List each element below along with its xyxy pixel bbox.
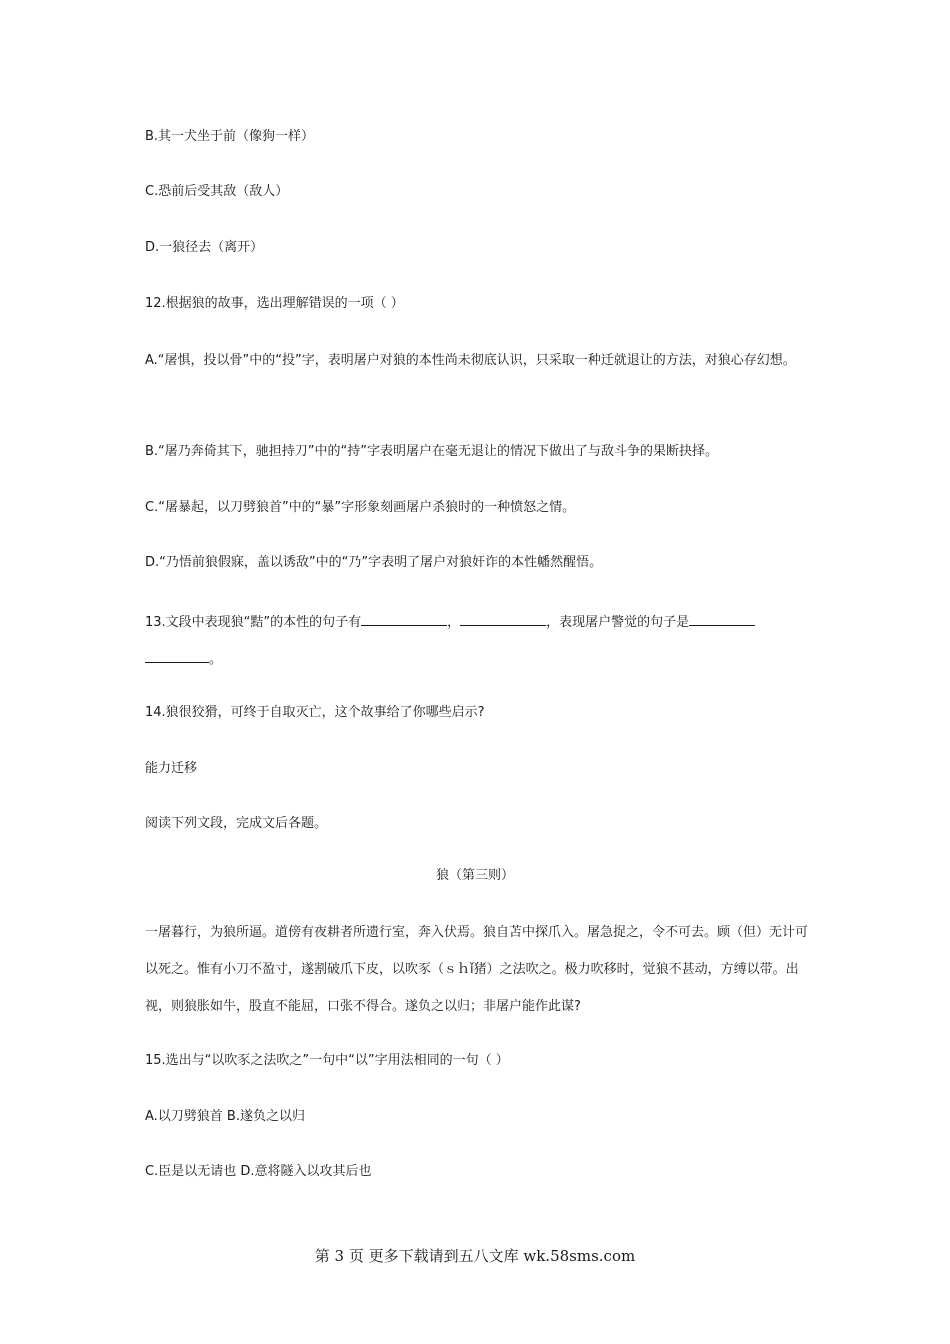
passage-title: 狼（第三则）	[435, 868, 514, 883]
options-15-c-d: C.臣是以无请也 D.意将隧入以攻其后也	[145, 1164, 372, 1179]
answer-blank-2[interactable]	[460, 611, 546, 626]
question-13-text-2: ，表现屠户警觉的句子是	[546, 615, 690, 630]
option-12-d: D.“乃悟前狼假寐，盖以诱敌”中的“乃”字表明了屠户对狼奸诈的本性幡然醒悟。	[145, 555, 603, 570]
option-12-b: B.“屠乃奔倚其下，驰担持刀”中的“持”字表明屠户在毫无退让的情况下做出了与敌斗争的果断抉择。	[145, 444, 718, 459]
passage-text: 一屠暮行，为狼所逼。道傍有夜耕者所遗行室，奔入伏焉。狼自苫中探爪入。屠急捉之，令不可去。顾（但）无计可以死之。惟有小刀不盈寸，遂割破爪下皮，以吹豕（ｓｈǐ猪）之法吹之。极力吹移时，觉狼不甚动，方缚以带。出视，则狼胀如牛，股直不能屈，口张不得合。遂负之以归；非屠户能作此谋?	[145, 925, 809, 1014]
question-15: 15.选出与“以吹豕之法吹之”一句中“以”字用法相同的一句（ ）	[145, 1053, 509, 1068]
question-13-continued	[145, 648, 810, 669]
answer-blank-3[interactable]	[689, 611, 755, 626]
section-heading: 能力迁移	[145, 761, 198, 776]
option-11-d: D.一狼径去（离开）	[145, 240, 264, 255]
option-12-c: C.“屠暴起，以刀劈狼首”中的“暴”字形象刻画屠户杀狼时的一种愤怒之情。	[145, 500, 576, 515]
question-13	[145, 611, 810, 632]
options-15-a-b: A.以刀劈狼首 B.遂负之以归	[145, 1109, 305, 1124]
question-14: 14.狼很狡猾，可终于自取灭亡，这个故事给了你哪些启示?	[145, 705, 485, 720]
question-12: 12.根据狼的故事，选出理解错误的一项（ ）	[145, 296, 404, 311]
option-11-c: C.恐前后受其敌（敌人）	[145, 184, 289, 199]
reading-instruction: 阅读下列文段，完成文后各题。	[145, 816, 328, 831]
answer-blank-1[interactable]	[361, 611, 447, 626]
answer-blank-3-continued[interactable]	[145, 648, 209, 663]
question-13-end: 。	[209, 652, 223, 667]
option-11-b: B.其一犬坐于前（像狗一样）	[145, 129, 315, 144]
option-12-a: A.“屠惧，投以骨”中的“投”字，表明屠户对狼的本性尚未彻底认识，只采取一种迁就退让的方法，对狼心存幻想。	[145, 353, 796, 368]
page-footer: 第 3 页 更多下载请到五八文库 wk.58sms.com	[314, 1247, 636, 1265]
question-13-separator: ，	[447, 615, 461, 630]
question-13-text-1: 13.文段中表现狼“黠”的本性的句子有	[145, 615, 362, 630]
